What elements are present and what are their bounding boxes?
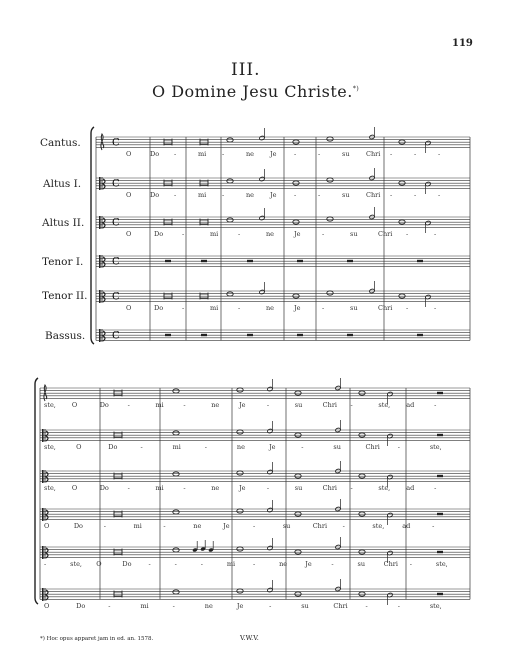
- whole-note: [173, 472, 179, 476]
- lyric-syllable: -: [406, 230, 409, 238]
- lyric-syllable: -: [294, 150, 297, 158]
- time-signature-c: С: [112, 137, 120, 149]
- rest: [417, 334, 423, 336]
- lyric-syllable: mi: [172, 443, 181, 451]
- lyric-syllable: Chri: [333, 602, 348, 610]
- rest: [247, 334, 253, 336]
- lyric-syllable: ne: [211, 484, 220, 492]
- lyric-syllable: -: [406, 304, 409, 312]
- time-signature-c: С: [112, 256, 120, 268]
- lyric-syllable: -: [318, 150, 321, 158]
- lyric-syllable: -: [222, 150, 225, 158]
- c-clef-bar: [102, 290, 103, 303]
- lyric-syllable: ste,: [44, 443, 56, 451]
- lyric-syllable: -: [301, 443, 304, 451]
- lyric-syllable: -: [108, 602, 111, 610]
- lyric-syllable: -: [432, 522, 435, 530]
- rest: [165, 334, 171, 336]
- lyric-syllable: ste,: [44, 401, 56, 409]
- lyric-syllable: mi: [133, 522, 142, 530]
- rest: [437, 593, 443, 595]
- whole-note: [327, 291, 333, 295]
- lyric-syllable: -: [174, 560, 177, 568]
- piece-title-text: O Domine Jesu Christe.: [152, 82, 353, 101]
- lyric-syllable: -: [365, 602, 368, 610]
- c-clef-bar: [42, 588, 44, 601]
- lyric-syllable: su: [294, 401, 303, 409]
- lyric-syllable: ad: [406, 484, 415, 492]
- lyric-syllable: ne: [279, 560, 288, 568]
- lyric-syllable: mi: [155, 484, 164, 492]
- footnote-mark: *): [352, 85, 360, 93]
- lyric-syllable: ste,: [429, 602, 442, 610]
- lyric-syllable: mi: [198, 191, 207, 199]
- lyric-syllable: su: [282, 522, 291, 530]
- lyric-syllable: Je: [269, 443, 276, 451]
- lyric-syllable: mi: [140, 602, 149, 610]
- lyric-syllable: -: [434, 304, 437, 312]
- lyric-syllable: -: [322, 304, 325, 312]
- voice-label-cantus: Cantus.: [40, 137, 81, 149]
- lyric-syllable: ne: [193, 522, 202, 530]
- lyric-syllable: Do: [150, 191, 160, 199]
- c-clef-bar: [45, 470, 46, 483]
- c-clef-bar: [99, 290, 101, 303]
- whole-note: [327, 217, 333, 221]
- lyric-syllable: Je: [270, 191, 277, 199]
- c-clef-bar: [102, 216, 103, 229]
- lyric-syllable: ste,: [70, 560, 82, 568]
- c-clef-bar: [102, 255, 103, 268]
- lyric-syllable: -: [390, 191, 393, 199]
- lyric-syllable: ste,: [378, 401, 391, 409]
- footnote: *) Hoc opus apparet jam in ed. an. 1578.: [40, 636, 154, 642]
- c-clef-bar: [99, 177, 101, 190]
- lyric-syllable: -: [253, 560, 256, 568]
- system1-bracket: [91, 127, 94, 344]
- lyric-syllable: -: [318, 191, 321, 199]
- lyric-syllable: mi: [226, 560, 236, 568]
- lyric-syllable: su: [333, 443, 341, 451]
- lyric-syllable: -: [390, 150, 393, 158]
- lyric-syllable: Je: [305, 560, 312, 568]
- rest: [437, 513, 443, 515]
- lyric-syllable: -: [238, 230, 241, 238]
- c-clef-bar: [45, 508, 46, 521]
- lyric-syllable: Do: [154, 230, 164, 238]
- lyric-syllable: -: [103, 522, 106, 530]
- c-clef-bar: [99, 255, 101, 268]
- lyric-syllable: su: [350, 304, 358, 312]
- time-signature-c: С: [112, 291, 120, 303]
- rest: [347, 260, 353, 262]
- whole-note: [237, 547, 243, 551]
- lyric-syllable: ad: [402, 522, 411, 530]
- lyric-syllable: mi: [198, 150, 207, 158]
- rest: [297, 334, 303, 336]
- lyric-syllable: -: [148, 560, 151, 568]
- time-signature-c: С: [112, 330, 120, 342]
- piece-title: [152, 82, 359, 101]
- lyric-syllable: -: [127, 484, 130, 492]
- rest: [201, 334, 207, 336]
- whole-note: [237, 388, 243, 392]
- lyric-syllable: Chri: [378, 230, 393, 238]
- whole-note: [237, 430, 243, 434]
- lyric-syllable: Je: [294, 230, 301, 238]
- voice-label-bassus: Bassus.: [45, 330, 86, 342]
- whole-note: [173, 510, 179, 514]
- rest: [437, 475, 443, 477]
- whole-note: [227, 292, 233, 296]
- c-clef-bar: [45, 429, 46, 442]
- lyric-syllable: -: [238, 304, 241, 312]
- lyric-syllable: -: [434, 484, 437, 492]
- whole-note: [237, 589, 243, 593]
- lyric-syllable: ne: [246, 191, 255, 199]
- lyric-syllable: ne: [204, 602, 213, 610]
- lyric-syllable: ste,: [372, 522, 385, 530]
- lyric-syllable: Je: [223, 522, 230, 530]
- lyric-syllable: mi: [210, 304, 219, 312]
- lyric-syllable: ne: [246, 150, 255, 158]
- lyric-syllable: O: [126, 230, 132, 238]
- lyric-syllable: -: [204, 443, 207, 451]
- lyric-syllable: ne: [266, 230, 275, 238]
- lyric-syllable: Je: [270, 150, 277, 158]
- lyric-syllable: su: [294, 484, 303, 492]
- whole-note: [173, 431, 179, 435]
- lyric-syllable: O: [126, 304, 132, 312]
- lyric-syllable: Do: [150, 150, 160, 158]
- lyric-syllable: Chri: [322, 484, 338, 492]
- lyric-syllable: -: [409, 560, 412, 568]
- lyric-syllable: -: [438, 191, 441, 199]
- lyric-syllable: ne: [266, 304, 275, 312]
- rest: [165, 260, 171, 262]
- lyric-syllable: Chri: [366, 150, 381, 158]
- lyric-syllable: -: [253, 522, 256, 530]
- rest: [437, 434, 443, 436]
- c-clef-bar: [42, 429, 44, 442]
- lyric-syllable: ad: [406, 401, 415, 409]
- whole-note: [173, 389, 179, 393]
- lyric-syllable: -: [200, 560, 203, 568]
- lyric-syllable: Chri: [378, 304, 393, 312]
- lyric-syllable: O: [44, 522, 50, 530]
- c-clef-bar: [102, 329, 103, 342]
- lyric-syllable: -: [183, 484, 186, 492]
- c-clef-bar: [45, 588, 46, 601]
- lyric-syllable: -: [174, 191, 177, 199]
- rest: [297, 260, 303, 262]
- lyric-syllable: su: [342, 191, 350, 199]
- footer-mark: V.W.V.: [240, 634, 259, 642]
- whole-note: [237, 509, 243, 513]
- whole-note: [237, 471, 243, 475]
- lyric-syllable: Chri: [365, 443, 380, 451]
- lyric-syllable: -: [434, 230, 437, 238]
- lyric-syllable: -: [438, 150, 441, 158]
- lyric-syllable: Je: [239, 401, 246, 409]
- rest: [247, 260, 253, 262]
- system2-bracket: [35, 378, 38, 604]
- lyric-syllable: -: [182, 304, 185, 312]
- whole-note: [227, 179, 233, 183]
- lyric-syllable: O: [126, 191, 132, 199]
- lyric-syllable: -: [44, 560, 47, 568]
- lyric-syllable: su: [342, 150, 350, 158]
- whole-note: [327, 178, 333, 182]
- rest: [201, 260, 207, 262]
- time-signature-c: С: [112, 217, 120, 229]
- lyric-syllable: -: [414, 191, 417, 199]
- lyric-syllable: -: [342, 522, 345, 530]
- c-clef-bar: [42, 546, 44, 559]
- voice-label-tenor-1: Tenor I.: [42, 256, 84, 268]
- page-number: 119: [452, 38, 473, 49]
- lyric-syllable: mi: [155, 401, 164, 409]
- lyric-syllable: -: [331, 560, 334, 568]
- lyric-syllable: -: [266, 401, 270, 409]
- lyric-syllable: su: [350, 230, 358, 238]
- lyric-syllable: -: [174, 150, 177, 158]
- lyric-syllable: ste,: [378, 484, 391, 492]
- whole-note: [227, 138, 233, 142]
- lyric-syllable: Je: [239, 484, 246, 492]
- c-clef-bar: [45, 546, 46, 559]
- lyric-syllable: -: [294, 191, 297, 199]
- lyric-syllable: Chri: [383, 560, 398, 568]
- lyric-syllable: -: [397, 602, 400, 610]
- piece-number: III.: [231, 60, 261, 80]
- c-clef-bar: [42, 508, 44, 521]
- voice-label-altus-1: Altus I.: [43, 178, 82, 190]
- lyric-syllable: Chri: [322, 401, 338, 409]
- lyric-syllable: -: [266, 484, 270, 492]
- c-clef-bar: [42, 470, 44, 483]
- rest: [437, 392, 443, 394]
- lyric-syllable: Je: [294, 304, 301, 312]
- whole-note: [227, 218, 233, 222]
- rest: [417, 260, 423, 262]
- c-clef-bar: [99, 216, 101, 229]
- lyric-syllable: O: [71, 484, 78, 492]
- whole-note: [173, 548, 179, 552]
- lyric-syllable: ste,: [429, 443, 442, 451]
- lyric-syllable: -: [182, 230, 185, 238]
- lyric-syllable: -: [140, 443, 143, 451]
- whole-note: [327, 137, 333, 141]
- lyric-syllable: Do: [99, 484, 109, 492]
- lyric-syllable: Chri: [312, 522, 328, 530]
- lyric-syllable: su: [301, 602, 309, 610]
- lyric-syllable: -: [172, 602, 175, 610]
- lyric-syllable: -: [397, 443, 400, 451]
- lyric-syllable: -: [163, 522, 166, 530]
- lyric-syllable: -: [350, 401, 353, 409]
- lyric-syllable: -: [183, 401, 186, 409]
- lyric-syllable: mi: [210, 230, 219, 238]
- lyric-syllable: Chri: [366, 191, 381, 199]
- lyric-syllable: su: [357, 560, 366, 568]
- lyric-syllable: -: [322, 230, 325, 238]
- lyric-syllable: -: [350, 484, 353, 492]
- lyric-syllable: Do: [108, 443, 118, 451]
- lyric-syllable: Do: [122, 560, 132, 568]
- rest: [347, 334, 353, 336]
- lyric-syllable: -: [434, 401, 437, 409]
- lyric-syllable: Je: [236, 602, 244, 610]
- lyric-syllable: O: [76, 443, 82, 451]
- lyric-syllable: ste,: [44, 484, 56, 492]
- lyric-syllable: Do: [73, 522, 83, 530]
- c-clef-bar: [99, 329, 101, 342]
- lyric-syllable: Do: [99, 401, 109, 409]
- c-clef-bar: [102, 177, 103, 190]
- lyric-syllable: -: [269, 602, 272, 610]
- voice-label-altus-2: Altus II.: [42, 217, 85, 229]
- whole-note: [173, 590, 179, 594]
- lyric-syllable: ne: [211, 401, 220, 409]
- voice-label-tenor-2: Tenor II.: [42, 290, 88, 302]
- rest: [437, 551, 443, 553]
- time-signature-c: С: [112, 178, 120, 190]
- lyric-syllable: O: [71, 401, 78, 409]
- lyric-syllable: ste,: [435, 560, 448, 568]
- lyric-syllable: Do: [154, 304, 164, 312]
- lyric-syllable: -: [222, 191, 225, 199]
- lyric-syllable: Do: [76, 602, 86, 610]
- lyric-syllable: ne: [236, 443, 245, 451]
- lyric-syllable: O: [126, 150, 132, 158]
- lyric-syllable: O: [44, 602, 50, 610]
- lyric-syllable: -: [414, 150, 417, 158]
- lyric-syllable: O: [96, 560, 102, 568]
- lyric-syllable: -: [127, 401, 130, 409]
